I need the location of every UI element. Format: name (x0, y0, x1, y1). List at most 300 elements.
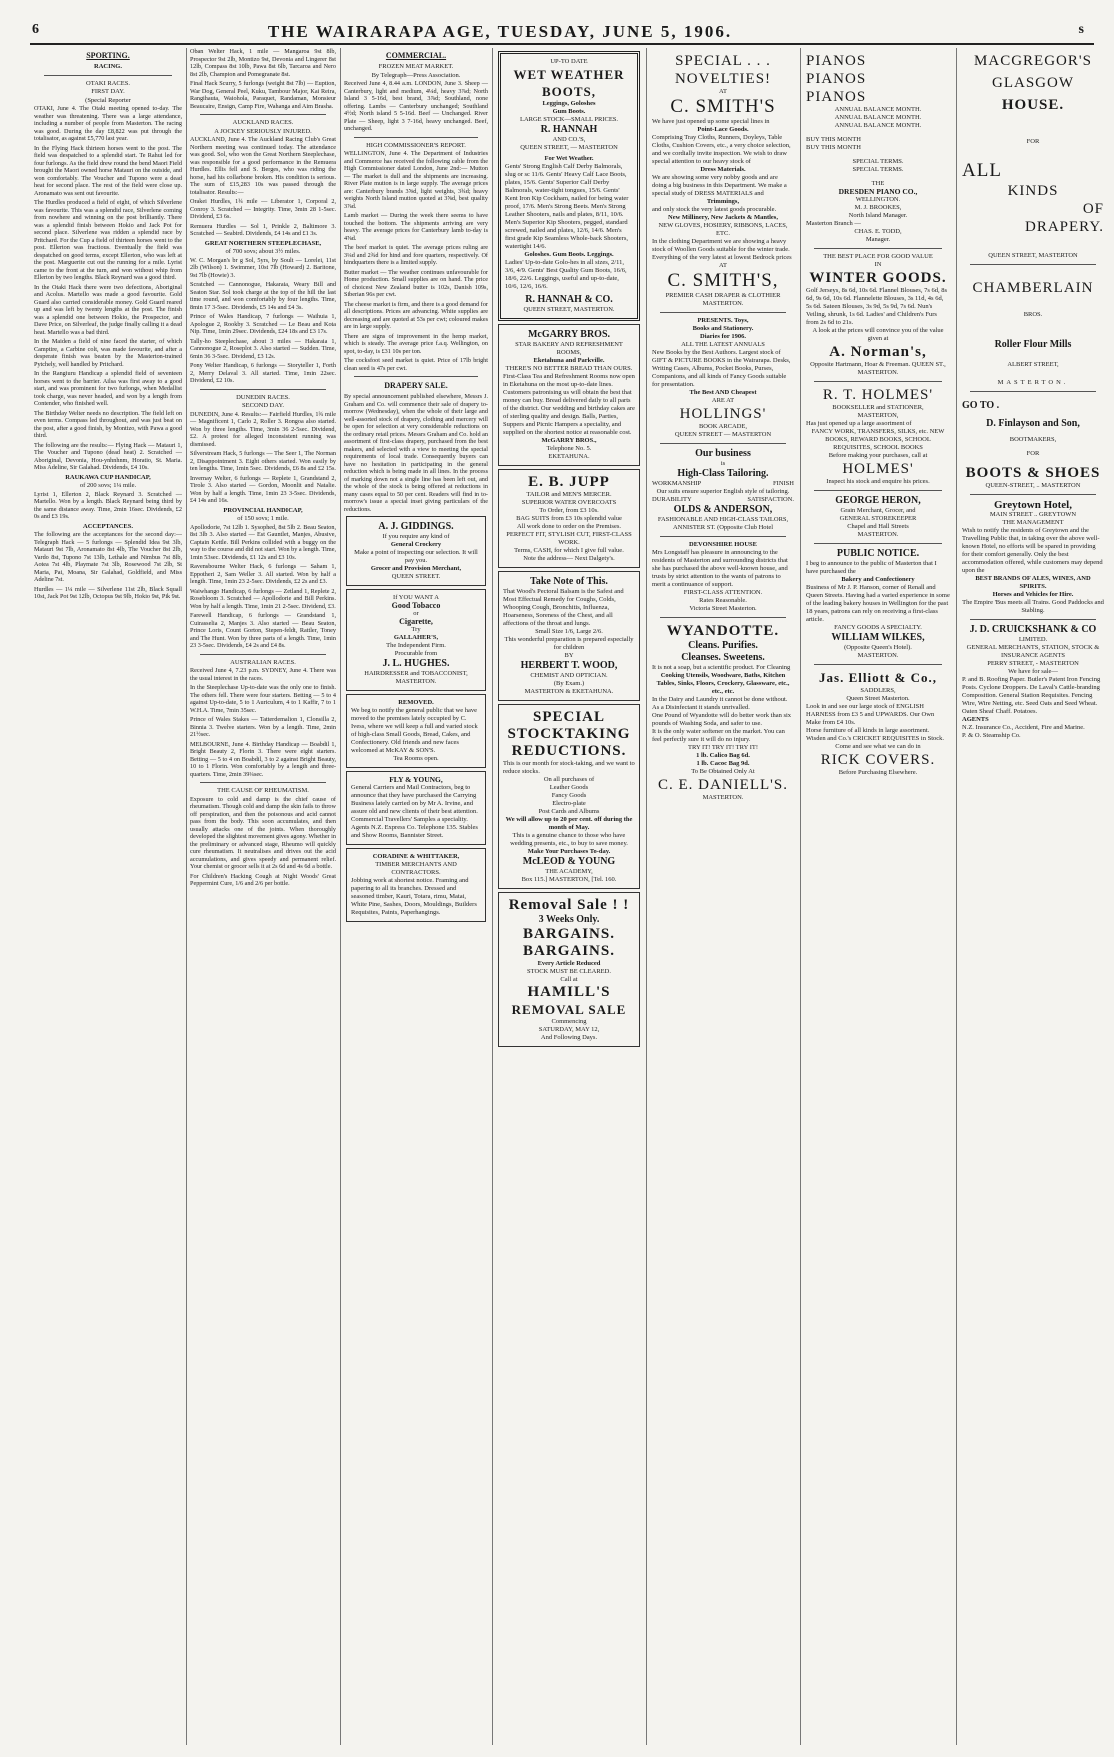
ad-text: The Independent Firm. (386, 642, 446, 649)
column-sporting (34, 48, 182, 1745)
ad-text: TAILOR and MEN'S MERCER. (526, 491, 612, 498)
ad-text: BOOKSELLER and STATIONER, (832, 404, 924, 411)
column-divider (340, 48, 341, 1745)
event-title: AUCKLAND RACES. (232, 119, 294, 126)
ad-headline: ALL (962, 160, 1002, 181)
ad-text: Post Cards and Albums (538, 808, 600, 815)
ad-text: NEW GLOVES, HOSIERY, RIBBONS, LACES, ETC. (658, 222, 788, 237)
ad-headline: 3 Weeks Only. (538, 914, 600, 925)
article-paragraph: In the Maiden a field of nine faced the starter, of which Camptire, a Carbine colt, was made favourite, and after a desperate finish was beaten by the Masterton-trained Pytchely, well handled by Pritchard. (34, 338, 182, 368)
ad-text: PRESENTS. Toys, (697, 317, 749, 324)
ad-text: If YOU WANT A (393, 594, 439, 601)
ad-text: 1 lb. Cacoc Bag 9d. (696, 760, 750, 767)
ad-text: Tea Rooms open. (393, 755, 439, 762)
article-paragraph: The following are the acceptances for the second day:— Telegraph Hack — 5 furlongs — Splendid Idea 9st 3lb, Matauri 9st 7lb, Aronamato 8st 4lb, The Voucher 8st 2lb, Vardo 8st, Tupono 7st 13lb, Lethale and Nimbus 7st 8lb, Aotea 7st 4lb, Playmate 7st 3lb, Rosewood 7st 2lb, St Maria, Pai, Moana, Sir Galahad, Goldfield, and Miss Adeline 7st. (34, 531, 182, 583)
race-heading: GREAT NORTHERN STEEPLECHASE, (204, 239, 322, 247)
ad-headline: HOUSE. (1001, 97, 1065, 113)
ad-text: WELLINGTON. (855, 196, 901, 203)
advertiser-name: DRESDEN PIANO CO., (838, 187, 918, 196)
ad-headline: PIANOS (806, 89, 867, 105)
ad-headline: HAMILL'S (527, 984, 611, 1000)
ad-headline: WYANDOTTE. (666, 623, 780, 639)
ad-text: We are showing some very nobby goods and are doing a big business in this Department. We make a special study of DRESS MATERIALS and (652, 174, 787, 197)
race-subheading: of 200 sovs; 1¼ mile. (79, 482, 137, 489)
ad-headline: RICK COVERS. (820, 752, 936, 768)
ad-text: MASTERTON. (702, 794, 744, 801)
column-racing-results (190, 48, 336, 1745)
article-paragraph: The beef market is quiet. The average prices ruling are 3¼d and 2¾d for hind and fore quarters, respectively. Of hindquarters there is a limited supply. (344, 244, 488, 266)
ad-text: New Millinery, New Jackets & Mantles, (668, 214, 778, 221)
ad-text: GENERAL MERCHANTS, STATION, STOCK & INSURANCE AGENTS (966, 644, 1100, 659)
ad-text: ALBERT STREET, (1007, 361, 1059, 368)
ad-text: It is not a soap, but a scientific product. For Cleaning (652, 664, 791, 671)
article-paragraph: In the Otaki Hack there were two defections, Aboriginal and Acolus. Martello was made a good favourite. Gold Guard also carried considerable money. Gold Guard reared up and was left by twenty lengths at the post. The finish was a splendid one between Hokio, the Prospector, and Dave Price, on Silverleaf, the judge finally calling it a dead heat. Martello was a bad third. (34, 283, 182, 336)
ad-text: The Best AND Cheapest (689, 389, 757, 396)
ad-text: Fancy Goods (551, 792, 587, 799)
article-heading: DRAPERY SALE. (384, 381, 448, 390)
ad-text: Make a point of inspecting our selection. It will pay you. (354, 549, 478, 564)
ad-text: Bakery and Confectionery (841, 576, 915, 583)
divider (200, 389, 326, 390)
ad-headline: BOOTS, (541, 84, 597, 99)
article-paragraph: The cocksfoot seed market is quiet. Price of 17lb bright clean seed is 47s per cwt. (344, 357, 488, 372)
ad-text: This is a genuine chance to those who have wedding presents, etc., to buy to save money. (510, 832, 628, 847)
ad-headline: Cleanses. Sweetens. (681, 652, 765, 663)
ad-text: Every Article Reduced (537, 960, 601, 967)
ad-text: We will allow up to 20 per cent. off during the month of May. (505, 816, 633, 831)
ad-text: Gents' Strong English Calf Derby Balmorals, slug or sc 11/6. Gents' Heavy Calf Lace Boots, plates, 15/6. Gents' Superior Calf Derby Balmorals, water-tight tongues, 15/6. Gents' Kent Iron Kip Cockham, nailed for being water proof, 17/6. Men's Strong Beets. Men's Strong Leather Shooters, nails and plates, 8/11, 10/6. Men's Superior Kip Shooters, pegged, standard screwed, nailed and plates, 12/6, 14/6. Men's first grade Kip Seamless Whole-back Shooters, watertight 14/6. (505, 163, 629, 250)
ad-text: QUEEN STREET. (391, 573, 441, 580)
ad-giddings (346, 516, 486, 586)
column-divider (646, 48, 647, 1745)
advertiser-name: A. J. GIDDINGS. (378, 521, 454, 532)
masthead (0, 0, 1114, 44)
ad-text: 1 lb. Calico Bag 6d. (696, 752, 750, 759)
ad-text: As a Disinfectant it stands unrivalled. (652, 704, 750, 711)
article-paragraph: Remuera Hurdles — Sol 1, Prinkle 2, Baltimore 3. Scratched — Seabird. Dividends, £4 14s and £1 3s. (190, 222, 336, 237)
ad-text: In the clothing Department we are showing a heavy stock of Woollen Goods suitable for the winter trade. Everything of the very latest at lowest Bedrock prices (652, 238, 792, 261)
ad-text: To Be Obtained Only At (691, 768, 755, 775)
ad-text: THE (871, 180, 885, 187)
article-paragraph: Lamb market — During the week there seems to have touched the bottom. The shipments arriving are very heavy. The average prices for Canterbury lamb to-day is 4⅝d. (344, 212, 488, 242)
ad-text: SUPERIOR WATER OVERCOATS (521, 499, 617, 506)
advertiser-name: HERBERT T. WOOD, (520, 660, 618, 671)
ad-holmes (806, 386, 950, 486)
ad-headline: WET WEATHER (513, 67, 625, 82)
ad-text: Ladies' Up-to-date Golo-hes in all sizes, 2/11, 3/6, 4/9. Gents' Best Quality Gum Boots, 16/6, 18/6, 22/6. Leggings, useful and up-to-date, 10/6, 12/6, 16/6. (505, 259, 627, 290)
ad-text: Inspect his stock and enquire his prices. (826, 478, 930, 485)
ad-text: If you require any kind of (382, 533, 450, 540)
ad-text: HAIRDRESSER and TOBACCONIST, (364, 670, 468, 677)
ad-text: Jobbing work at shortest notice. Framing and papering to all its branches. Dressed and seasoned timber, Kauri, Totara, rimu, Matai, White Pine, Sashes, Doors, Mouldings, Builders Requisites, Paints, Paperhangings. (351, 877, 477, 916)
ad-text: We have just opened up some special lines in (652, 118, 770, 125)
ad-text: Make Your Purchases To-day. (527, 848, 611, 855)
column-divider (800, 48, 801, 1745)
ad-text: QUEEN STREET, — MASTERTON (520, 144, 618, 151)
ad-wood (498, 571, 640, 701)
ad-text: QUEEN STREET, MASTERTON (988, 252, 1078, 259)
ad-public-notice (806, 548, 950, 660)
divider (660, 443, 786, 444)
divider (354, 376, 478, 377)
article-paragraph: There are signs of improvement in the hemp market, which is steady. The average price f.a.q. Wellington, on spot, to-day, is £31 10s per ton. (344, 332, 488, 355)
ad-text: ANNUAL BALANCE MONTH. (834, 106, 922, 113)
ad-text: EKETAHUNA. (548, 453, 590, 460)
divider (970, 391, 1096, 392)
ad-coradine-whittaker (346, 848, 486, 922)
ad-text: CHEMIST AND OPTICIAN. (530, 672, 608, 679)
ad-text: Before making your purchases, call at (828, 452, 928, 459)
advertiser-name: GEORGE HERON, (835, 495, 921, 506)
ad-text: Call at (560, 976, 578, 983)
ad-text: is (720, 460, 726, 467)
ad-elliott (806, 669, 950, 777)
ad-text: Wisden and Co.'s CRICKET REQUISITES in Stock. (806, 735, 945, 742)
article-paragraph: Scratched — Cannonogue, Hakaraia, Weary Bill and Seaton Star. Sol took charge at the top of the hill the last time round, and won comfortably by four lengths. Time, 8min 17 3-5sec. Dividends, £5 14s and £4 3s. (190, 281, 336, 311)
ad-text: PERFECT FIT, STYLISH CUT, FIRST-CLASS WORK. (506, 531, 632, 546)
ad-headline: GLASGOW (992, 75, 1074, 91)
article-paragraph: Lyrist 1, Ellerton 2, Black Reynard 3. Scratched — Martello. Won by a length. Black Reynard being third by the same distance away. Time, 2min 16sec. Dividends, £2 0s and £3 19s. (34, 490, 182, 520)
ad-mcgarry (498, 324, 640, 466)
ad-text: LARGE STOCK—SMALL PRICES. (519, 116, 619, 123)
article-paragraph: Farewell Handicap, 6 furlongs — Grandstand 1, Cuirasselia 2, Manjes 3. Also started — Beau Seaton, Prince Loris, Count Gorton, Stepen-feldt, Rattler, Toney and The Hunt. Won by three parts of a length. Time, 1min 23 3-5sec. Dividends, £4 2s and £4 8s. (190, 612, 336, 649)
advertiser-name: Greytown Hotel, (993, 499, 1072, 511)
ad-text: Queen Street Masterton. (846, 695, 910, 702)
article-paragraph: In the Steeplechase Up-to-date was the only one to finish. The others fell. There were four starters. Betting — 5 to 4 against Up-to-date, 5 to 1 Auriculum, 4 to 1 Kaffir, 7 to 1 W.H.A. Time, 7min 35sec. (190, 684, 336, 714)
ad-text: Grain Merchant, Grocer, and (840, 507, 916, 514)
ad-jupp (498, 469, 640, 568)
divider (814, 490, 942, 491)
ad-text: Chapel and Hall Streets (847, 523, 909, 530)
ad-text: N.Z. Insurance Co., Accident, Fire and Marine. (962, 724, 1085, 731)
advertiser-name: R. T. HOLMES' (822, 387, 934, 403)
article-paragraph: W. C. Morgan's br g Sol, 5yrs, by Soult — Lorelei, 11st 2lb (Wilson) 1. Swimmer, 10st 7lb (Howard) 2. Baritone, 9st 7lb (Howie) 3. (190, 256, 336, 279)
ad-text: MAIN STREET .. GREYTOWN (989, 511, 1077, 518)
ad-text: Telephone No. 5. (546, 445, 592, 452)
ad-text: On all purchases of (543, 776, 595, 783)
advertiser-name: E. B. JUPP (528, 474, 610, 490)
article-paragraph: Orakei Hurdles, 1¾ mile — Liberator 1, Corporal 2, Conroy 3. Scratched — Integrity. Time, 3min 28 1-5sec. Dividend, £3 6s. (190, 198, 336, 220)
ad-text: PREMIER CASH DRAPER & CLOTHIER MASTERTON. (665, 292, 781, 307)
ad-heading: REMOVED. (398, 699, 434, 706)
ad-text: QUEEN STREET — MASTERTON (674, 431, 772, 438)
article-paragraph: The following are the results:— Flying Hack — Matauri 1, The Voucher and Tupono (dead heat) 2. Scratched — Aboriginal, Devonia, Hou-ynhnhnm, Horatio, St. Maria. Miss Adeline, Sir Galahad. Dividends, £4 10s. (34, 441, 182, 471)
ad-text: THE BEST PLACE FOR GOOD VALUE (823, 253, 933, 260)
event-title: AUSTRALIAN RACES. (230, 658, 296, 666)
ad-text: Horses and Vehicles for Hire. (992, 591, 1074, 598)
ad-text: SPECIAL TERMS. (852, 158, 904, 165)
ad-hughes (346, 589, 486, 691)
byline: By Telegraph—Press Association. (371, 71, 461, 79)
divider (660, 536, 786, 537)
ad-text: TRY IT! TRY IT! TRY IT! (688, 744, 758, 751)
ad-norman (806, 253, 950, 377)
article-paragraph: Final Hack Scurry, 5 furlongs (weight 8st 7lb) — Euption, War Dog, General Peel, Kuku, Tambour Major, Kai Reira, Rangihauta, Waiohola, Paraquet, Randaman, Monsieur Beaucaire, Ensign, Camp Fire, Wahanga and Aim Brasha. (190, 80, 336, 110)
ad-text: Eketahuna and Parkville. (533, 357, 605, 364)
ad-text: MASTERTON. (857, 531, 899, 538)
article-paragraph: Received June 4, 7.23 p.m. SYDNEY, June 4. There was the usual interest in the races. (190, 667, 336, 682)
ad-text: GENERAL STOREKEEPER (839, 515, 917, 522)
ad-text: AT (719, 262, 727, 269)
ad-chamberlain (962, 279, 1104, 387)
ad-headline: OF (1082, 201, 1104, 217)
ad-headline: SPECIAL (532, 709, 606, 725)
ad-text: Gum Boots. (552, 108, 586, 115)
divider (660, 617, 786, 618)
page-number-left: 6 (32, 22, 39, 37)
ad-text: Point-Lace Goods. (697, 126, 749, 133)
ad-text: Trimmings, (706, 198, 740, 205)
ad-headline: Cleans. Purifies. (688, 640, 758, 651)
ad-headline: BARGAINS. (523, 943, 615, 959)
subheading: FROZEN MEAT MARKET. (378, 63, 454, 70)
ad-text: Look in and see our large stock of ENGLISH HARNESS from £3 5 and UPWARDS. Our Own Make from £4 10s. (806, 703, 935, 726)
ad-removed (346, 694, 486, 768)
event-subtitle: A JOCKEY SERIOUSLY INJURED. (214, 127, 312, 135)
ad-text-row (652, 496, 794, 504)
article-paragraph: Tally-ho Steeplechase, about 3 miles — Hakaraia 1, Cannonogue 2, Roseplot 3. Also started — Sudden. Time, 6min 36 3-5sec. Dividend, £3 12s. (190, 337, 336, 360)
ad-text: Procurable from (394, 650, 438, 657)
article-paragraph: Invernay Welter, 6 furlongs — Replete 1, Grandstand 2, Tirole 3. Also started — Gordon, Moonlit and Natalie. Won by half a length. Time, 1min 23 3-5sec. Dividends, £4 14s and 16s. (190, 474, 336, 504)
ad-text: and only stock the very latest goods procurable. (652, 206, 777, 213)
ad-text: MASTERTON. (857, 652, 899, 659)
article-paragraph: AUCKLAND, June 4. The Auckland Racing Club's Great Northern meeting was continued today. The attendance was good. Sol, who won the Great Northern Steeplechase, was responsible for a good performance in the Remuera Hurdles. Ellis fell and S. Berges, who was riding the horse, had his collarbone broken. His condition is serious. The sum of £15,283 10s was passed through the totalisator. Results:— (190, 136, 336, 196)
column-divider (956, 48, 957, 1745)
ad-heading: For Wet Weather. (544, 155, 594, 162)
article-paragraph: DUNEDIN, June 4. Results:— Fairfield Hurdles, 1¾ mile — Magnificent 1, Carlo 2, Roller 3. Rongoa also started. Won by three lengths. Time, 3min 36 2-5sec. Dividend, £2. A protest for alleged inconsistent running was dismissed. (190, 410, 336, 448)
ad-heading: Goloshes. Gum Boots. Leggings. (524, 251, 614, 258)
ad-text: STOCK MUST BE CLEARED. (527, 968, 611, 975)
ad-text: FOR (1026, 138, 1040, 145)
divider (200, 654, 326, 655)
ad-text: Grocer and Provision Merchant, (370, 565, 462, 572)
ad-text: THE ACADEMY, (545, 868, 593, 875)
ad-text: A look at the prices will convince you of the value given at (812, 327, 944, 342)
ad-text: Leggings, Goloshes (542, 100, 596, 107)
ad-headline: KINDS (1007, 183, 1059, 199)
ad-text: ANNISTER ST. (Opposite Club Hotel (672, 524, 774, 531)
ad-wyandotte (652, 622, 794, 802)
ad-text: FIRST-CLASS ATTENTION. (683, 589, 763, 596)
ad-text: WORKMANSHIP (652, 480, 702, 487)
ad-headline: Removal Sale ! ! (508, 897, 630, 913)
ad-text: Terms, CASH, for which I give full value. (514, 547, 624, 554)
ad-text: MASTERTON. (997, 379, 1069, 386)
ad-text: DURABILITY (652, 496, 692, 503)
advertiser-name: McLEOD & YOUNG (522, 856, 616, 867)
ad-text: FOR (1026, 450, 1040, 457)
ad-text: Our suits ensure superior English style of tailoring. (656, 488, 790, 495)
ad-text: Diaries for 1906. (700, 333, 746, 340)
ad-text: General Carriers and Mail Contractors, beg to announce that they have purchased the Carrying Business lately carried on by Mr A. Irvine, and assure old and new clients of their best attention. Commercial Travellers' Samples a speciality. Agents N.Z. Express Co. Telephone 135. Stables and Show Rooms, Bannister Street. (351, 784, 478, 839)
ad-headline: REDUCTIONS. (511, 743, 627, 759)
ad-headline: Roller Flour Mills (994, 339, 1072, 350)
advertiser-name: D. Finlayson and Son, (986, 418, 1080, 429)
divider (970, 494, 1096, 495)
article-paragraph: Prince of Wales Handicap, 7 furlongs — Waihuia 1, Apologue 2, Rookby 3. Scratched — Le Beau and Kota Nip. Time, 1min 29sec. Dividends, £24 18s and £3 17s. (190, 313, 336, 335)
ad-headline: SPECIAL . . . (675, 53, 771, 69)
advertiser-name: WILLIAM WILKES, (831, 632, 925, 643)
ad-heading: DEVONSHIRE HOUSE (689, 541, 757, 548)
event-title: OTAKI RACES. (86, 79, 130, 87)
ad-text: ANNUAL BALANCE MONTH. (834, 122, 922, 129)
ad-headline: REMOVAL SALE (511, 1002, 627, 1017)
ad-text: (By Exam.) (553, 680, 585, 687)
ad-headline: Our business (695, 448, 751, 459)
ad-text: Victoria Street Masterton. (689, 605, 757, 612)
ad-text: FINISH (773, 480, 794, 487)
ad-text: We beg to notify the general public that we have moved to the premises lately occupied by C. Ivess, where we will keep a full and varied stock of high-class Small Goods, Bread, Cakes, and Confectionery. Old friends and new faces welcomed at McKAY & SON'S. (351, 707, 478, 754)
ad-text: North Island Manager. (848, 212, 908, 219)
ad-fly-young (346, 771, 486, 845)
article-heading: HIGH COMMISSIONER'S REPORT. (366, 141, 466, 149)
masthead-rule (30, 43, 1094, 45)
ad-text: The Empire 'Bus meets all Trains. Good Paddocks and Stabling. (962, 599, 1104, 614)
advertiser-name: CORADINE & WHITTAKER, (372, 853, 460, 860)
advertiser-name: R. HANNAH & CO. (525, 294, 613, 305)
article-paragraph: Ravensbourne Welter Hack, 6 furlongs — Saham 1, Eppotheri 2, Sam Weller 3. All started. Won by half a length. Time, 1min 23 2-5sec. Dividends, £2 2s and £3. (190, 563, 336, 585)
ad-headline: BARGAINS. (523, 926, 615, 942)
subheading-racing: RACING. (94, 63, 122, 70)
ad-text: In the Dairy and Laundry it cannot be done without. (652, 696, 788, 703)
column-divider (492, 48, 493, 1745)
ad-headline: PIANOS (806, 71, 867, 87)
ad-text: BEST BRANDS OF ALES, WINES, AND SPIRITS. (975, 575, 1091, 590)
ad-text: GALLAHER'S, (393, 634, 439, 641)
article-paragraph: Hurdles — 1¼ mile — Silverlene 11st 2lb, Black Squall 10st, Jack Pot 9st 12lb, Octopus 9st 9lb, Hokio 9st, Pik 9st. (34, 585, 182, 600)
divider (814, 248, 942, 249)
ad-text: P. & O. Steamship Co. (962, 732, 1021, 739)
article-paragraph: The Hurdles produced a field of eight, of which Silverlene was favourite. This was a splendid race, Silverlene coming from nowhere and winning on the post brilliantly. There was a splendid finish between Hokio and Jack Pot for second place. Silverlene was ridden a splendid race by Pritchard. For the Cup a field of thirteen horses went to the post. Ellerton was fractious. Eventually the field was despatched on good terms, except Ellerton, who was left at the post. Marguerite cut out the running for a mile. Lyrist came to the front at the turn, and won without whip from Ellerton by two lengths. Black Reynard was a good third. (34, 199, 182, 281)
ad-text: Rates Reasonable. (699, 597, 747, 604)
divider (200, 782, 326, 783)
ad-text: New Books by the Best Authors. Largest stock of GIFT & PICTURE BOOKS in the Wairarapa. Desks, Writing Cases, Albums, Pocket Books, Purses, Companions, and all kinds of Fancy Goods suitable for presentation. (652, 349, 791, 388)
ad-heading: Take Note of This. (530, 576, 608, 587)
ad-text: SPECIAL TERMS. (852, 166, 904, 173)
advertiser-name: FLY & YOUNG, (389, 775, 443, 784)
ad-text: Books and Stationery. (692, 325, 754, 332)
ad-headline: WINTER GOODS. (809, 270, 947, 286)
ad-text: BROS. (1023, 311, 1043, 318)
ad-text: FANCY GOODS A SPECIALTY. (834, 624, 922, 631)
ad-text: BAG SUITS from £3 10s splendid value (516, 515, 622, 522)
divider (814, 381, 942, 382)
ad-text: FASHIONABLE AND HIGH-CLASS TAILORS, (657, 516, 789, 523)
article-paragraph: MELBOURNE, June 4. Birthday Handicap — Boabdil 1, Bright Beauty 2, Florin 3. There were eight starters. Betting — 5 to 4 on Boabdil, 3 to 2 against Bright Beauty, 10 to 1 Florin. Won comfortably by a length and three-quarters. Time, 2min 39¼sec. (190, 740, 336, 778)
ad-text: AGENTS (962, 716, 989, 723)
column-ads-7 (960, 48, 1106, 1745)
ad-text: ARE AT (711, 397, 735, 404)
article-paragraph: The Birthday Welter needs no description. The field left on even terms. Compass led throughout, and was just beat on the post, after a good finish, by Montizo, with Pawa a good third. (34, 409, 182, 439)
article-paragraph: By special announcement published elsewhere, Messrs J. Graham and Co. will commence their sale of drapery to-morrow (Wednesday), when the whole of their large and well-assorted stock of drapery, clothing and mercery will be open for selection at very considerable reductions on the ordinary retail prices. Messrs Graham and Co. hold an assortment of first-class drapery, purchased from the best makers, and selected with a view to meeting the special requirements of local trade. Consequently buyers can have no hesitation in participating in the general reduction which is being made in all lines. In the process of marking down not a single line has been left out, and the whole of the stock is being offered at reductions in many cases equal to 50 per cent. Readers will find in to-morrow's issue a special inset giving particulars of the reductions. (344, 393, 488, 513)
ad-text: Manager. (865, 236, 891, 243)
article-paragraph: In the Flying Hack thirteen horses went to the post. The field was despatched to a splendid start. Te Rahui led for four furlongs. As the field drew round the bend Maori Field brought the Maori owned horse Matauri on the outside, and won comfortably. The Voucher and Tupono were a dead heat for second place. The rest of the field were close up. Aronamato was sent out favourite. (34, 144, 182, 197)
ad-text: Before Purchasing Elsewhere. (838, 769, 918, 776)
ad-pianos (806, 52, 950, 244)
ad-text: CHAS. E. TODD, (854, 228, 902, 235)
ad-text: Business of Mr J. P. Hanson, corner of Renall and Queen Streets. Having had a varied experience in some of the leading bakery houses in Wellington for the past 18 years, patrons can rely on receiving a first-class article. (806, 584, 950, 623)
ad-text: SATURDAY, MAY 12, (538, 1026, 600, 1033)
ad-text: Leather Goods (549, 784, 589, 791)
ad-text: SADDLERS, (860, 687, 896, 694)
advertiser-name: A. Norman's, (829, 344, 927, 360)
ad-text: (Opposite Queen's Hotel). (844, 644, 912, 651)
ad-text: MASTERTON, (857, 412, 899, 419)
ad-text: BOOK ARCADE, (698, 423, 748, 430)
ad-text: Electro-plate (552, 800, 586, 807)
ad-text: Box 115.] MASTERTON, [Tel. 160. (521, 876, 617, 883)
divider (970, 619, 1096, 620)
race-heading: PROVINCIAL HANDICAP, (223, 506, 303, 514)
section-heading-sporting: SPORTING. (86, 51, 130, 60)
ad-hannah (498, 51, 640, 321)
ad-text: Dress Materials. (700, 166, 746, 173)
ad-c-smith (652, 52, 794, 308)
advertiser-name: HOLLINGS' (679, 406, 767, 422)
article-paragraph: OTAKI, June 4. The Otaki meeting opened to-day. The weather was threatening. There was a large attendance, including a number of people from Masterton. The racing was good. During the day £8,822 was put through the totalisator, as against £5,770 last year. (34, 105, 182, 142)
ad-text: Mrs Longstaff has pleasure in announcing to the residents of Masterton and surrounding districts that she has purchased the above well-known house, and trusts by strict attention to the wants of patrons to merit a continuance of support. (652, 549, 788, 588)
article-paragraph: Received June 4, 8.44 a.m. LONDON, June 3. Sheep — Canterbury, light and medium, 4¼d, heavy 3⅞d; North Island 3 5-16d, best brand, 3⅞d; Southland, none offering. Lambs — Canterbury unchanged; Southland 4½d; North island 5 5-16d. Beef — Unchanged. River Plate — Sheep, light 3 7-16d, heavy unchanged. Beef, unchanged. (344, 80, 488, 132)
column-commercial (344, 48, 488, 1745)
ad-text: Comprising Tray Cloths, Runners, Doyleys, Table Cloths, Cushion Covers, etc., a very choice selection, and we cordially invite inspection. We wish to draw special attention to our heavy stock of (652, 134, 791, 165)
ad-removal-sale (498, 892, 640, 1047)
advertiser-name: C. E. DANIELL'S. (658, 777, 788, 793)
article-paragraph: WELLINGTON, June 4. The Department of Industries and Commerce has received the following cable from the High Commissioner dated London, June 2nd:— Mutton — The market is dull and the shipments are increasing. River Plate mutton is in large supply. The average prices are: Canterbury brands 3⅝d, light weights, 3¾d; heavy weights North Island mutton quoted at 3⅝d, best quality 3⅞d. (344, 150, 488, 210)
ad-text: ANNUAL BALANCE MONTH. (834, 114, 922, 121)
divider (200, 114, 326, 115)
ad-text: ALL THE LATEST ANNUALS (681, 341, 765, 348)
divider (970, 264, 1096, 265)
race-heading: RAUKAWA CUP HANDICAP, (65, 473, 151, 481)
ad-text: That Wood's Pectoral Balsam is the Safest and Most Effectual Remedy for Coughs, Colds, Whooping Cough, Bronchitis, Influenza, Hoarseness, Soreness of the Chest, and all affections of the throat and lungs. (503, 588, 624, 627)
ad-text: We have for sale— (1008, 668, 1058, 675)
ad-headline: BOOTS & SHOES (965, 465, 1101, 481)
article-paragraph: Oban Welter Hack, 1 mile — Mangaroa 9st 8lb, Prospector 9st 2lb, Montizo 9st, Devonia and Lingerer 8st 12lb, Compass 8st 10lb, Pawa 8st 6lb, Tarcaroa and Nero 8st 2lb, Champion and Pomegranate 8st. (190, 48, 336, 78)
ad-text: And Following Days. (540, 1034, 598, 1041)
byline: (Special Reporter (85, 96, 131, 104)
ad-text: AND CO.'S, (552, 136, 586, 143)
ad-text: BOOTMAKERS, (1009, 436, 1057, 443)
ad-text: Cooking Utensils, Woodware, Baths, Kitchen Tables, Sinks, Floors, Crockery, Glassware, etc., etc., etc. (656, 672, 790, 695)
advertiser-name: McGARRY BROS. (527, 329, 611, 340)
event-day: FIRST DAY. (91, 88, 125, 95)
ad-text: IN (874, 261, 882, 268)
advertiser-name: R. HANNAH (540, 124, 598, 135)
ad-text: Come and see what we can do in (835, 743, 921, 750)
ad-text: Commencing (551, 1018, 587, 1025)
article-paragraph: For Children's Hacking Cough at Night Woods' Great Peppermint Cure, 1/6 and 2/6 per bottle. (190, 872, 336, 887)
advertiser-name: CHAMBERLAIN (972, 280, 1094, 296)
ad-text: PERRY STREET, - MASTERTON (987, 660, 1079, 667)
ad-text: TIMBER MERCHANTS AND CONTRACTORS. (375, 861, 457, 876)
race-subheading: of 150 sovs; 1 mile. (237, 515, 289, 522)
ad-devonshire-house (652, 541, 794, 613)
advertiser-name: Jas. Elliott & Co., (819, 670, 937, 685)
ad-headline: STOCKTAKING (507, 726, 631, 742)
advertiser-name: C. SMITH'S, (667, 270, 779, 291)
ad-text: THE MANAGEMENT (1002, 519, 1064, 526)
ad-text: or (413, 610, 419, 617)
ad-text: P. and B. Roofing Paper. Butler's Patent Iron Fencing Posts. Cyclone Droppers. De Laval's Cattle-branding Composition. General Station Requisites. Fencing Wire, Wire Netting, etc. Seed Oats and Seed Wheat. Oaten Sheaf Chaff. Potatoes. (962, 676, 1101, 715)
ad-text: Horse furniture of all kinds in large assortment. (806, 727, 930, 734)
column-ads-4 (496, 48, 642, 1745)
divider (814, 664, 942, 665)
article-paragraph: Pony Welter Handicap, 6 furlongs — Storyteller 1, Forth 2, Merry Delaval 3. All started. Time, 1min 22sec. Dividend, £2 10s. (190, 362, 336, 384)
ad-text: MASTERTON & EKETAHUNA. (524, 688, 614, 695)
divider (354, 137, 478, 138)
ad-text: QUEEN STREET, MASTERTON. (523, 306, 615, 313)
divider (814, 543, 942, 544)
